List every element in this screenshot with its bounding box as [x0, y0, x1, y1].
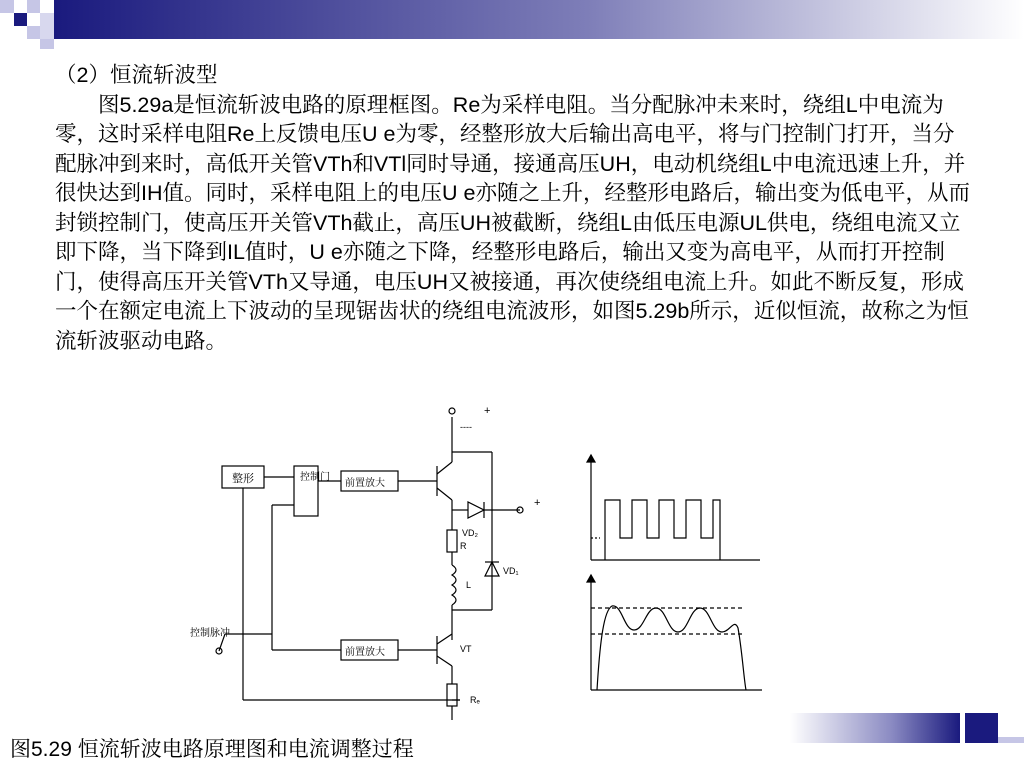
- r-label: R: [460, 541, 467, 551]
- section-subtitle: （2）恒流斩波型: [55, 63, 218, 87]
- plus-top-label: +: [484, 405, 491, 417]
- re-label: Rₑ: [470, 695, 480, 705]
- pre-amp-top-label: 前置放大: [345, 478, 385, 489]
- control-pulse-label: 控制脉冲: [190, 628, 230, 639]
- figure-caption: 图5.29 恒流斩波电路原理图和电流调整过程: [10, 738, 414, 761]
- description-paragraph: 图5.29a是恒流斩波电路的原理框图。Re为采样电阻。当分配脉冲未来时，绕组L中电流为零，这时采样电阻Re上反馈电压U e为零，经整形放大后输出高电平，将与门控制门打开，当分配脉冲到来时，高低开关管VTh和VTl同时导通，接通高压UH，电动机绕组L中电流迅速上升，并很快达到IH值。同时，采样电阻上的电压U e亦随之上升，经整形电路后，输出变为低电平，从而封锁控制门，使高压开关管VTh截止，高压UH被截断，绕组L由低压电源UL供电，绕组电流又立即下降，当下降到IL值时，U e亦随之下降，经整形电路后，输出又变为高电平，从而打开控制门，使得高压开关管VTh又导通，电压UH又被接通，再次使绕组电流上升。如此不断反复，形成一个在额定电流上下波动的呈现锯齿状的绕组电流波形，如图5.29b所示，近似恒流，故称之为恒流斩波驱动电路。: [55, 92, 970, 353]
- top-decoration-bar: [0, 0, 1024, 56]
- plus-right-label: +: [534, 497, 541, 509]
- figure-5-29: [0, 395, 1024, 725]
- dashes-label: ----: [460, 422, 472, 432]
- l-label: L: [466, 580, 472, 590]
- shaping-label: 整形: [232, 473, 254, 485]
- control-gate-label: 控制门: [300, 472, 330, 483]
- pre-amp-bottom-label: 前置放大: [345, 647, 385, 658]
- body-text: [55, 61, 970, 356]
- vd1-label: VD₁: [503, 566, 519, 576]
- vd2-label: VD₂: [462, 528, 478, 538]
- vt-label: VT: [460, 644, 472, 654]
